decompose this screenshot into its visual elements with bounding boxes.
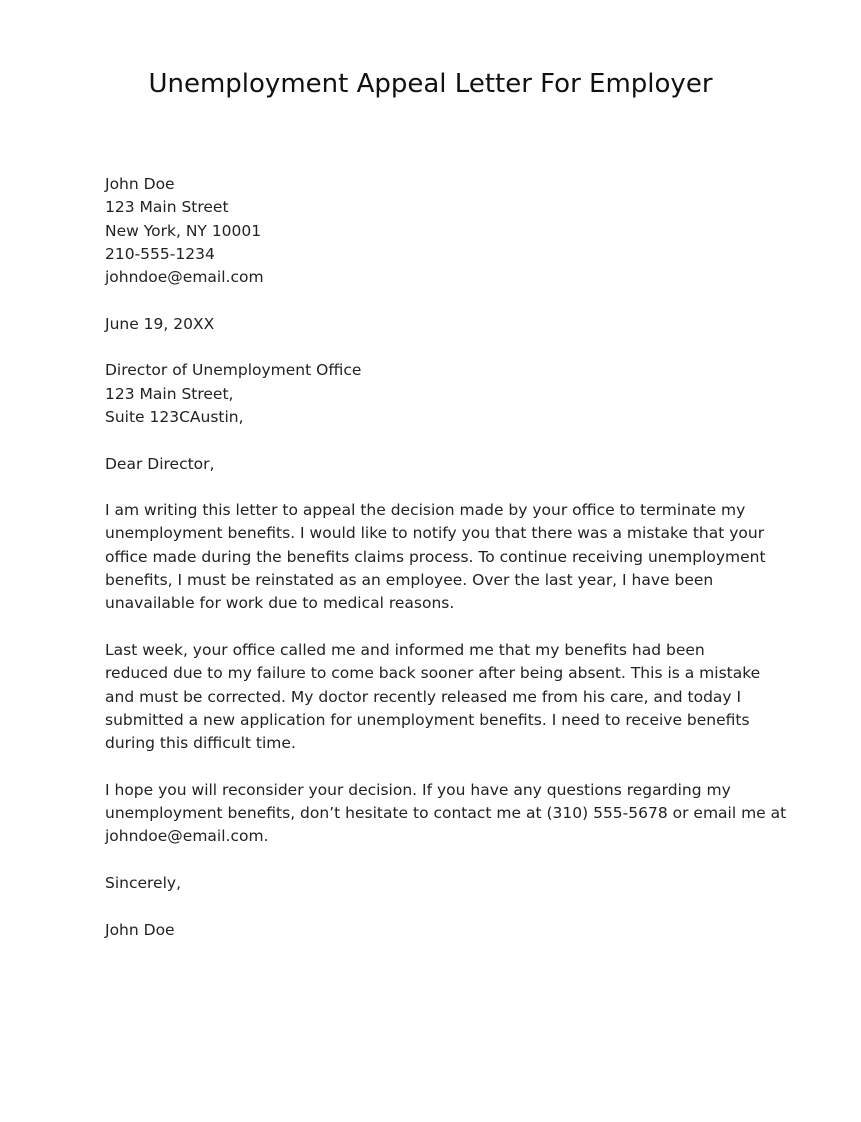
spacer xyxy=(105,476,815,499)
paragraph-line: office made during the benefits claims process. To continue receiving unemployment xyxy=(105,547,766,566)
spacer xyxy=(105,336,815,359)
spacer xyxy=(105,289,815,312)
sender-email: johndoe@email.com xyxy=(105,268,264,287)
sender-city: New York, NY 10001 xyxy=(105,221,262,240)
paragraph-line: and must be corrected. My doctor recently released me from his care, and today I xyxy=(105,687,742,706)
paragraph-line: unavailable for work due to medical reasons. xyxy=(105,594,455,613)
paragraph-line: benefits, I must be reinstated as an employee. Over the last year, I have been xyxy=(105,571,714,590)
spacer xyxy=(105,429,815,452)
paragraph-3 xyxy=(105,779,815,849)
recipient-street: 123 Main Street, xyxy=(105,384,234,403)
paragraph-line: I am writing this letter to appeal the decision made by your office to terminate my xyxy=(105,501,746,520)
recipient-title: Director of Unemployment Office xyxy=(105,361,362,380)
paragraph-2 xyxy=(105,639,815,755)
paragraph-line: during this difficult time. xyxy=(105,734,296,753)
paragraph-line: unemployment benefits. I would like to notify you that there was a mistake that your xyxy=(105,524,765,543)
signature-name: John Doe xyxy=(105,920,175,939)
sender-phone: 210-555-1234 xyxy=(105,244,215,263)
letter-body xyxy=(105,173,815,942)
sender-block xyxy=(105,173,815,289)
salutation: Dear Director, xyxy=(105,454,215,473)
paragraph-line: reduced due to my failure to come back sooner after being absent. This is a mistake xyxy=(105,664,761,683)
spacer xyxy=(105,755,815,778)
paragraph-line: I hope you will reconsider your decision. If you have any questions regarding my xyxy=(105,780,731,799)
paragraph-line: johndoe@email.com. xyxy=(105,827,269,846)
paragraph-line: submitted a new application for unemployment benefits. I need to receive benefits xyxy=(105,710,750,729)
recipient-block xyxy=(105,359,815,429)
spacer xyxy=(105,849,815,872)
paragraph-line: unemployment benefits, don’t hesitate to contact me at (310) 555-5678 or email me at xyxy=(105,804,787,823)
page-title: Unemployment Appeal Letter For Employer xyxy=(148,69,713,99)
spacer xyxy=(105,616,815,639)
closing: Sincerely, xyxy=(105,873,182,892)
spacer xyxy=(105,895,815,918)
recipient-suite: Suite 123CAustin, xyxy=(105,407,244,426)
paragraph-line: Last week, your office called me and informed me that my benefits had been xyxy=(105,640,705,659)
sender-street: 123 Main Street xyxy=(105,198,229,217)
sender-name: John Doe xyxy=(105,175,175,193)
letter-date: June 19, 20XX xyxy=(105,314,215,333)
paragraph-1 xyxy=(105,499,815,615)
